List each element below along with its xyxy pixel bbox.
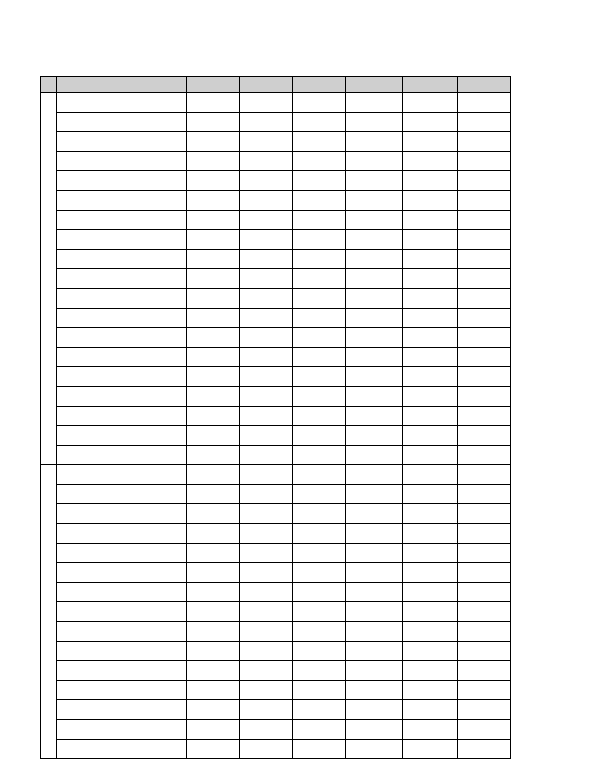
- sell-price: [187, 680, 240, 700]
- sell-price: [187, 543, 240, 563]
- transfer-status: [458, 210, 511, 230]
- stock-name[interactable]: [57, 484, 187, 504]
- change-rate: [403, 661, 458, 681]
- change-rate: [403, 328, 458, 348]
- change-rate: [403, 269, 458, 289]
- change-rate: [403, 445, 458, 465]
- change-cell: [346, 288, 403, 308]
- transfer-status: [458, 465, 511, 485]
- base-price: [293, 641, 346, 661]
- transfer-status: [458, 347, 511, 367]
- buy-price: [240, 484, 293, 504]
- buy-price: [240, 700, 293, 720]
- change-cell: [346, 347, 403, 367]
- table-row: [41, 210, 511, 230]
- transfer-status: [458, 602, 511, 622]
- stock-name[interactable]: [57, 269, 187, 289]
- table-row: [41, 582, 511, 602]
- table-row: [41, 445, 511, 465]
- base-price: [293, 739, 346, 759]
- table-row: [41, 543, 511, 563]
- table-row: [41, 739, 511, 759]
- buy-price: [240, 112, 293, 132]
- change-rate: [403, 524, 458, 544]
- column-header-status: [458, 77, 511, 93]
- buy-price: [240, 661, 293, 681]
- table-row: [41, 249, 511, 269]
- base-price: [293, 249, 346, 269]
- sell-price: [187, 504, 240, 524]
- transfer-status: [458, 641, 511, 661]
- change-cell: [346, 171, 403, 191]
- transfer-status: [458, 269, 511, 289]
- base-price: [293, 524, 346, 544]
- table-row: [41, 151, 511, 171]
- change-rate: [403, 563, 458, 583]
- table-row: [41, 641, 511, 661]
- table-row: [41, 563, 511, 583]
- table-row: [41, 308, 511, 328]
- change-cell: [346, 484, 403, 504]
- base-price: [293, 328, 346, 348]
- change-cell: [346, 308, 403, 328]
- change-rate: [403, 190, 458, 210]
- sell-price: [187, 269, 240, 289]
- base-price: [293, 230, 346, 250]
- sell-price: [187, 406, 240, 426]
- column-header-change: [346, 77, 403, 93]
- change-cell: [346, 602, 403, 622]
- stock-name[interactable]: [57, 445, 187, 465]
- base-price: [293, 269, 346, 289]
- change-cell: [346, 367, 403, 387]
- stock-name[interactable]: [57, 661, 187, 681]
- transfer-status: [458, 445, 511, 465]
- base-price: [293, 582, 346, 602]
- change-cell: [346, 426, 403, 446]
- base-price: [293, 112, 346, 132]
- sell-price: [187, 249, 240, 269]
- change-rate: [403, 171, 458, 191]
- base-price: [293, 308, 346, 328]
- change-rate: [403, 582, 458, 602]
- base-price: [293, 680, 346, 700]
- buy-price: [240, 622, 293, 642]
- buy-price: [240, 347, 293, 367]
- buy-price: [240, 445, 293, 465]
- sell-price: [187, 386, 240, 406]
- stock-name[interactable]: [57, 465, 187, 485]
- change-cell: [346, 622, 403, 642]
- column-header-base: [293, 77, 346, 93]
- base-price: [293, 661, 346, 681]
- change-rate: [403, 700, 458, 720]
- buy-price: [240, 132, 293, 152]
- change-rate: [403, 367, 458, 387]
- change-cell: [346, 230, 403, 250]
- transfer-status: [458, 661, 511, 681]
- table-row: [41, 230, 511, 250]
- stock-table: [40, 76, 511, 759]
- sell-price: [187, 602, 240, 622]
- change-rate: [403, 112, 458, 132]
- buy-price: [240, 543, 293, 563]
- stock-name[interactable]: [57, 190, 187, 210]
- sell-price: [187, 151, 240, 171]
- stock-name[interactable]: [57, 151, 187, 171]
- change-cell: [346, 190, 403, 210]
- change-cell: [346, 386, 403, 406]
- table-row: [41, 504, 511, 524]
- base-price: [293, 367, 346, 387]
- stock-name[interactable]: [57, 210, 187, 230]
- buy-price: [240, 151, 293, 171]
- buy-price: [240, 386, 293, 406]
- table-row: [41, 112, 511, 132]
- transfer-status: [458, 328, 511, 348]
- transfer-status: [458, 132, 511, 152]
- change-rate: [403, 484, 458, 504]
- sell-price: [187, 93, 240, 113]
- stock-name[interactable]: [57, 622, 187, 642]
- stock-name[interactable]: [57, 288, 187, 308]
- stock-name[interactable]: [57, 93, 187, 113]
- buy-price: [240, 249, 293, 269]
- base-price: [293, 504, 346, 524]
- buy-price: [240, 641, 293, 661]
- stock-name[interactable]: [57, 739, 187, 759]
- buy-price: [240, 308, 293, 328]
- change-cell: [346, 582, 403, 602]
- change-cell: [346, 641, 403, 661]
- sell-price: [187, 308, 240, 328]
- change-cell: [346, 504, 403, 524]
- stock-name[interactable]: [57, 367, 187, 387]
- table-row: [41, 386, 511, 406]
- change-cell: [346, 249, 403, 269]
- base-price: [293, 132, 346, 152]
- base-price: [293, 288, 346, 308]
- buy-price: [240, 269, 293, 289]
- sell-price: [187, 641, 240, 661]
- buy-price: [240, 210, 293, 230]
- sell-price: [187, 661, 240, 681]
- page-header: [0, 26, 608, 39]
- stock-name[interactable]: [57, 602, 187, 622]
- change-rate: [403, 132, 458, 152]
- transfer-status: [458, 151, 511, 171]
- buy-price: [240, 720, 293, 740]
- base-price: [293, 465, 346, 485]
- table-row: [41, 700, 511, 720]
- base-price: [293, 386, 346, 406]
- change-rate: [403, 288, 458, 308]
- change-cell: [346, 93, 403, 113]
- transfer-status: [458, 190, 511, 210]
- table-header-row: [41, 77, 511, 93]
- column-header-name: [57, 77, 187, 93]
- change-cell: [346, 680, 403, 700]
- change-rate: [403, 210, 458, 230]
- sell-price: [187, 563, 240, 583]
- sell-price: [187, 465, 240, 485]
- sell-price: [187, 700, 240, 720]
- buy-price: [240, 190, 293, 210]
- base-price: [293, 720, 346, 740]
- stock-name[interactable]: [57, 328, 187, 348]
- transfer-status: [458, 288, 511, 308]
- table-row: [41, 367, 511, 387]
- base-price: [293, 171, 346, 191]
- change-rate: [403, 641, 458, 661]
- transfer-status: [458, 622, 511, 642]
- column-header-rate: [403, 77, 458, 93]
- transfer-status: [458, 308, 511, 328]
- stock-name[interactable]: [57, 112, 187, 132]
- sell-price: [187, 524, 240, 544]
- sell-price: [187, 230, 240, 250]
- transfer-status: [458, 504, 511, 524]
- sell-price: [187, 347, 240, 367]
- sell-price: [187, 132, 240, 152]
- base-price: [293, 406, 346, 426]
- sell-price: [187, 484, 240, 504]
- stock-name[interactable]: [57, 308, 187, 328]
- transfer-status: [458, 563, 511, 583]
- stock-name[interactable]: [57, 641, 187, 661]
- change-rate: [403, 308, 458, 328]
- base-price: [293, 93, 346, 113]
- change-cell: [346, 720, 403, 740]
- sell-price: [187, 445, 240, 465]
- sell-price: [187, 328, 240, 348]
- change-cell: [346, 543, 403, 563]
- table-row: [41, 288, 511, 308]
- transfer-status: [458, 543, 511, 563]
- table-row: [41, 347, 511, 367]
- stock-name[interactable]: [57, 543, 187, 563]
- buy-price: [240, 465, 293, 485]
- sell-price: [187, 367, 240, 387]
- buy-price: [240, 171, 293, 191]
- transfer-status: [458, 739, 511, 759]
- table-row: [41, 93, 511, 113]
- column-header-buy: [240, 77, 293, 93]
- buy-price: [240, 328, 293, 348]
- change-cell: [346, 151, 403, 171]
- change-cell: [346, 700, 403, 720]
- stock-name[interactable]: [57, 524, 187, 544]
- sell-price: [187, 190, 240, 210]
- change-cell: [346, 445, 403, 465]
- change-rate: [403, 230, 458, 250]
- transfer-status: [458, 93, 511, 113]
- change-rate: [403, 406, 458, 426]
- sell-price: [187, 582, 240, 602]
- change-cell: [346, 210, 403, 230]
- change-cell: [346, 524, 403, 544]
- change-rate: [403, 504, 458, 524]
- buy-price: [240, 426, 293, 446]
- stock-name[interactable]: [57, 230, 187, 250]
- sell-price: [187, 171, 240, 191]
- stock-name[interactable]: [57, 347, 187, 367]
- buy-price: [240, 367, 293, 387]
- transfer-status: [458, 426, 511, 446]
- sell-price: [187, 720, 240, 740]
- stock-name[interactable]: [57, 406, 187, 426]
- base-price: [293, 426, 346, 446]
- table-row: [41, 720, 511, 740]
- table-row: [41, 680, 511, 700]
- table-row: [41, 622, 511, 642]
- group-label-ipo: [41, 465, 57, 759]
- base-price: [293, 210, 346, 230]
- table-row: [41, 426, 511, 446]
- stock-name[interactable]: [57, 386, 187, 406]
- buy-price: [240, 524, 293, 544]
- table-row: [41, 132, 511, 152]
- transfer-status: [458, 680, 511, 700]
- buy-price: [240, 288, 293, 308]
- transfer-status: [458, 386, 511, 406]
- change-rate: [403, 720, 458, 740]
- stock-name[interactable]: [57, 680, 187, 700]
- transfer-status: [458, 249, 511, 269]
- transfer-status: [458, 524, 511, 544]
- stock-name[interactable]: [57, 132, 187, 152]
- stock-name[interactable]: [57, 582, 187, 602]
- transfer-status: [458, 406, 511, 426]
- change-cell: [346, 269, 403, 289]
- change-rate: [403, 739, 458, 759]
- change-rate: [403, 622, 458, 642]
- buy-price: [240, 504, 293, 524]
- table-row: [41, 484, 511, 504]
- transfer-status: [458, 720, 511, 740]
- base-price: [293, 347, 346, 367]
- change-cell: [346, 739, 403, 759]
- table-row: [41, 190, 511, 210]
- base-price: [293, 484, 346, 504]
- buy-price: [240, 739, 293, 759]
- sell-price: [187, 288, 240, 308]
- change-cell: [346, 132, 403, 152]
- buy-price: [240, 406, 293, 426]
- group-header: [41, 77, 57, 93]
- change-cell: [346, 112, 403, 132]
- column-header-sell: [187, 77, 240, 93]
- change-rate: [403, 249, 458, 269]
- table-row: [41, 465, 511, 485]
- transfer-status: [458, 230, 511, 250]
- base-price: [293, 622, 346, 642]
- base-price: [293, 700, 346, 720]
- table-row: [41, 602, 511, 622]
- transfer-status: [458, 700, 511, 720]
- stock-name[interactable]: [57, 504, 187, 524]
- change-rate: [403, 543, 458, 563]
- buy-price: [240, 563, 293, 583]
- base-price: [293, 602, 346, 622]
- change-cell: [346, 465, 403, 485]
- sell-price: [187, 739, 240, 759]
- sell-price: [187, 210, 240, 230]
- base-price: [293, 543, 346, 563]
- table-row: [41, 661, 511, 681]
- change-rate: [403, 426, 458, 446]
- stock-name[interactable]: [57, 563, 187, 583]
- transfer-status: [458, 171, 511, 191]
- change-cell: [346, 563, 403, 583]
- buy-price: [240, 602, 293, 622]
- table-row: [41, 328, 511, 348]
- sell-price: [187, 426, 240, 446]
- table-row: [41, 171, 511, 191]
- table-row: [41, 269, 511, 289]
- group-label-otc: [41, 93, 57, 465]
- sell-price: [187, 622, 240, 642]
- buy-price: [240, 582, 293, 602]
- buy-price: [240, 230, 293, 250]
- stock-name[interactable]: [57, 171, 187, 191]
- sell-price: [187, 112, 240, 132]
- base-price: [293, 563, 346, 583]
- change-rate: [403, 93, 458, 113]
- stock-name[interactable]: [57, 426, 187, 446]
- change-rate: [403, 680, 458, 700]
- stock-name[interactable]: [57, 249, 187, 269]
- transfer-status: [458, 582, 511, 602]
- change-rate: [403, 386, 458, 406]
- transfer-status: [458, 484, 511, 504]
- transfer-status: [458, 112, 511, 132]
- change-rate: [403, 465, 458, 485]
- buy-price: [240, 680, 293, 700]
- base-price: [293, 151, 346, 171]
- base-price: [293, 190, 346, 210]
- buy-price: [240, 93, 293, 113]
- table-row: [41, 406, 511, 426]
- change-cell: [346, 406, 403, 426]
- base-price: [293, 445, 346, 465]
- stock-name[interactable]: [57, 700, 187, 720]
- change-cell: [346, 328, 403, 348]
- change-rate: [403, 602, 458, 622]
- stock-name[interactable]: [57, 720, 187, 740]
- table-row: [41, 524, 511, 544]
- change-cell: [346, 661, 403, 681]
- change-rate: [403, 347, 458, 367]
- transfer-status: [458, 367, 511, 387]
- change-rate: [403, 151, 458, 171]
